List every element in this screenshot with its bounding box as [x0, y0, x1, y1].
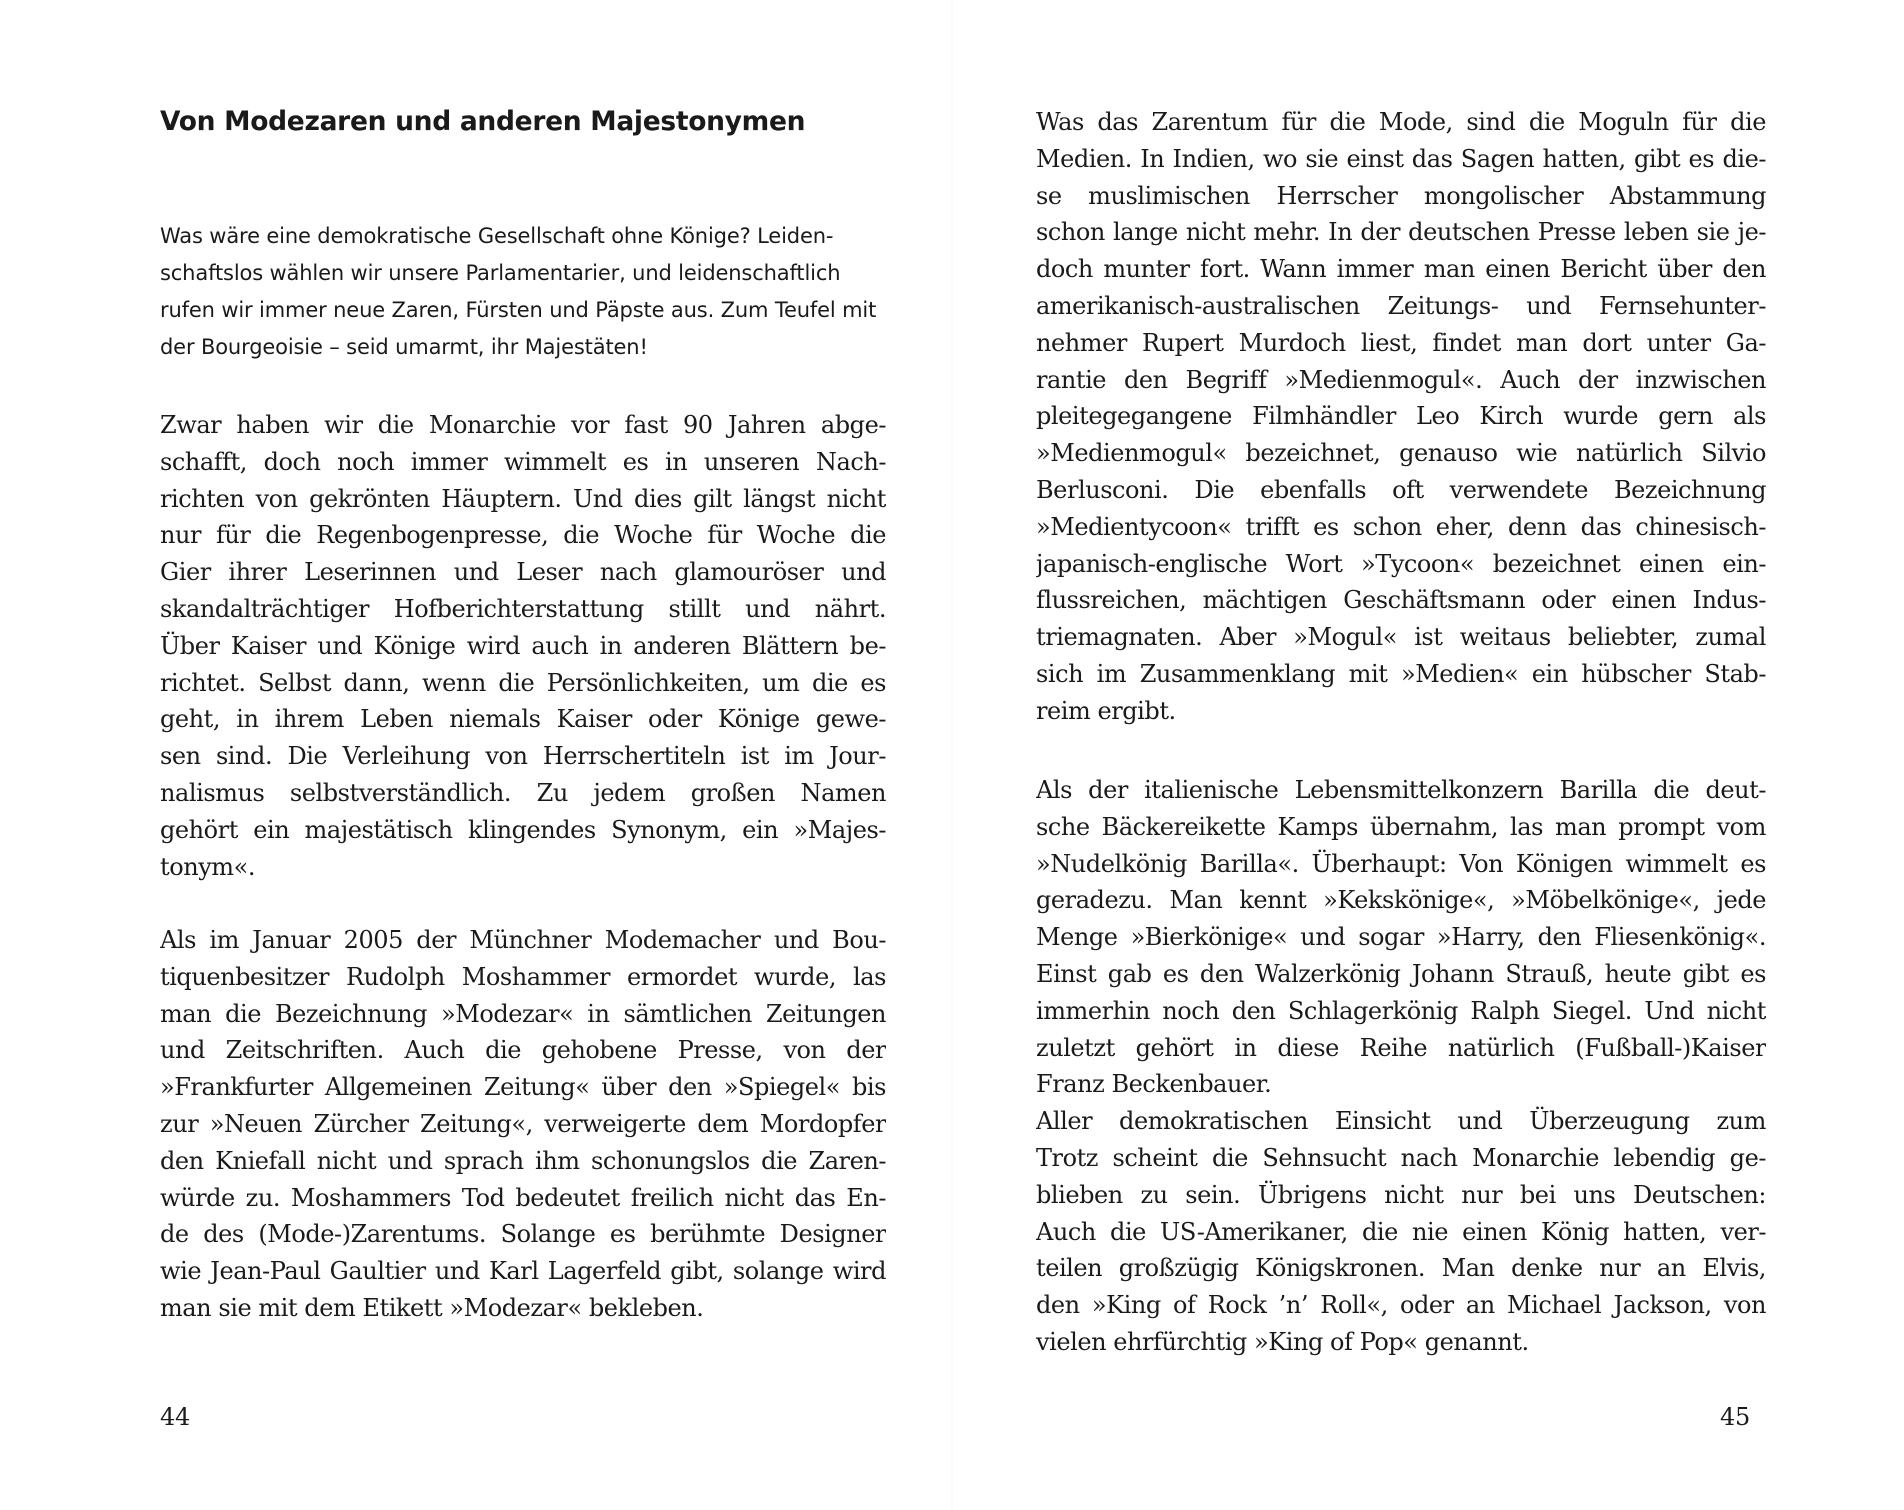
text-line: triemagnaten. Aber »Mogul« ist weitaus beliebter, zumal [1036, 623, 1766, 652]
text-line: tiquenbesitzer Rudolph Moshammer ermordet wurde, las [160, 962, 886, 991]
text-line: würde zu. Moshammers Tod bedeutet freilich nicht das En- [160, 1183, 886, 1212]
text-line: »Nudelkönig Barilla«. Überhaupt: Von Königen wimmelt es [1036, 849, 1766, 878]
text-line: Aller demokratischen Einsicht und Überzeugung zum [1036, 1107, 1766, 1136]
text-line: skandalträchtiger Hofberichterstattung stillt und nährt. [160, 594, 886, 623]
text-line: zur »Neuen Zürcher Zeitung«, verweigerte dem Mordopfer [160, 1109, 886, 1138]
right-page [952, 0, 1904, 1510]
page-number-left: 44 [160, 1403, 190, 1431]
text-line: Als im Januar 2005 der Münchner Modemacher und Bou- [160, 926, 886, 954]
left-paragraph-2 [160, 922, 886, 1327]
text-line: man sie mit dem Etikett »Modezar« bekleben. [160, 1293, 704, 1322]
text-line: blieben zu sein. Übrigens nicht nur bei uns Deutschen: [1036, 1180, 1766, 1209]
text-line: teilen großzügig Königskronen. Man denke nur an Elvis, [1036, 1254, 1766, 1283]
chapter-title: Von Modezaren und anderen Majestonymen [160, 106, 806, 137]
intro-paragraph [160, 218, 886, 366]
text-line: Auch die US-Amerikaner, die nie einen König hatten, ver- [1036, 1217, 1766, 1246]
intro-line: Was wäre eine demokratische Gesellschaft ohne Könige? Leiden- [160, 224, 834, 248]
text-line: se muslimischen Herrscher mongolischer Abstammung [1036, 181, 1766, 210]
page-number-right: 45 [1720, 1403, 1750, 1431]
text-line: tonym«. [160, 852, 256, 881]
text-line: und Zeitschriften. Auch die gehobene Presse, von der [160, 1036, 886, 1065]
text-line: schon lange nicht mehr. In der deutschen Presse leben sie je- [1036, 218, 1766, 247]
text-line: »Medientycoon« trifft es schon eher, denn das chinesisch- [1036, 512, 1766, 541]
text-line: Trotz scheint die Sehnsucht nach Monarchie lebendig ge- [1036, 1143, 1766, 1172]
text-line: Als der italienische Lebensmittelkonzern Barilla die deut- [1036, 776, 1766, 804]
text-line: Einst gab es den Walzerkönig Johann Strauß, heute gibt es [1036, 959, 1766, 988]
intro-line: der Bourgeoisie – seid umarmt, ihr Majestäten! [160, 335, 648, 359]
text-line: gehört ein majestätisch klingendes Synonym, ein »Majes- [160, 815, 886, 844]
text-line: nur für die Regenbogenpresse, die Woche für Woche die [160, 521, 886, 550]
left-paragraph-1 [160, 407, 886, 885]
text-line: flussreichen, mächtigen Geschäftsmann oder einen Indus- [1036, 586, 1766, 615]
text-line: sche Bäckereikette Kamps übernahm, las man prompt vom [1036, 812, 1766, 841]
text-line: richten von gekrönten Häuptern. Und dies gilt längst nicht [160, 484, 886, 513]
text-line: wie Jean-Paul Gaultier und Karl Lagerfeld gibt, solange wird [160, 1257, 886, 1286]
text-line: »Frankfurter Allgemeinen Zeitung« über den »Spiegel« bis [160, 1073, 886, 1102]
text-line: doch munter fort. Wann immer man einen Bericht über den [1036, 255, 1766, 284]
text-line: de des (Mode-)Zarentums. Solange es berühmte Designer [160, 1220, 886, 1249]
text-line: richtet. Selbst dann, wenn die Persönlichkeiten, um die es [160, 668, 886, 697]
text-line: reim ergibt. [1036, 696, 1176, 725]
text-line: »Medienmogul« bezeichnet, genauso wie natürlich Silvio [1036, 439, 1766, 468]
text-line: Medien. In Indien, wo sie einst das Sagen hatten, gibt es die- [1036, 144, 1766, 173]
intro-line: rufen wir immer neue Zaren, Fürsten und Päpste aus. Zum Teufel mit [160, 298, 877, 322]
right-paragraph-1 [1036, 104, 1766, 730]
text-line: man die Bezeichnung »Modezar« in sämtlichen Zeitungen [160, 999, 886, 1028]
intro-line: schaftslos wählen wir unsere Parlamentarier, und leidenschaftlich [160, 261, 841, 285]
text-line: nehmer Rupert Murdoch liest, findet man dort unter Ga- [1036, 328, 1766, 357]
text-line: amerikanisch-australischen Zeitungs- und Fernsehunter- [1036, 291, 1766, 320]
text-line: japanisch-englische Wort »Tycoon« bezeichnet einen ein- [1036, 549, 1766, 578]
text-line: vielen ehrfürchtig »King of Pop« genannt. [1036, 1327, 1529, 1356]
text-line: pleitegegangene Filmhändler Leo Kirch wurde gern als [1036, 402, 1766, 431]
right-paragraph-2 [1036, 772, 1766, 1361]
text-line: Berlusconi. Die ebenfalls oft verwendete Bezeichnung [1036, 475, 1766, 504]
text-line: Franz Beckenbauer. [1036, 1070, 1272, 1099]
text-line: schafft, doch noch immer wimmelt es in unseren Nach- [160, 447, 886, 476]
text-line: geht, in ihrem Leben niemals Kaiser oder Könige gewe- [160, 705, 886, 734]
text-line: Gier ihrer Leserinnen und Leser nach glamouröser und [160, 558, 886, 587]
text-line: immerhin noch den Schlagerkönig Ralph Siegel. Und nicht [1036, 996, 1766, 1025]
text-line: Was das Zarentum für die Mode, sind die Moguln für die [1036, 108, 1766, 136]
text-line: Zwar haben wir die Monarchie vor fast 90 Jahren abge- [160, 411, 886, 439]
text-line: geradezu. Man kennt »Kekskönige«, »Möbelkönige«, jede [1036, 886, 1766, 915]
text-line: den »King of Rock ’n’ Roll«, oder an Michael Jackson, von [1036, 1291, 1766, 1320]
text-line: zuletzt gehört in diese Reihe natürlich (Fußball-)Kaiser [1036, 1033, 1766, 1062]
text-line: sich im Zusammenklang mit »Medien« ein hübscher Stab- [1036, 659, 1766, 688]
text-line: Über Kaiser und Könige wird auch in anderen Blättern be- [160, 631, 886, 660]
text-line: nalismus selbstverständlich. Zu jedem großen Namen [160, 778, 886, 807]
text-line: den Kniefall nicht und sprach ihm schonungslos die Zaren- [160, 1146, 886, 1175]
text-line: rantie den Begriff »Medienmogul«. Auch der inzwischen [1036, 365, 1766, 394]
text-line: sen sind. Die Verleihung von Herrschertiteln ist im Jour- [160, 742, 886, 771]
text-line: Menge »Bierkönige« und sogar »Harry, den Fliesenkönig«. [1036, 923, 1766, 952]
